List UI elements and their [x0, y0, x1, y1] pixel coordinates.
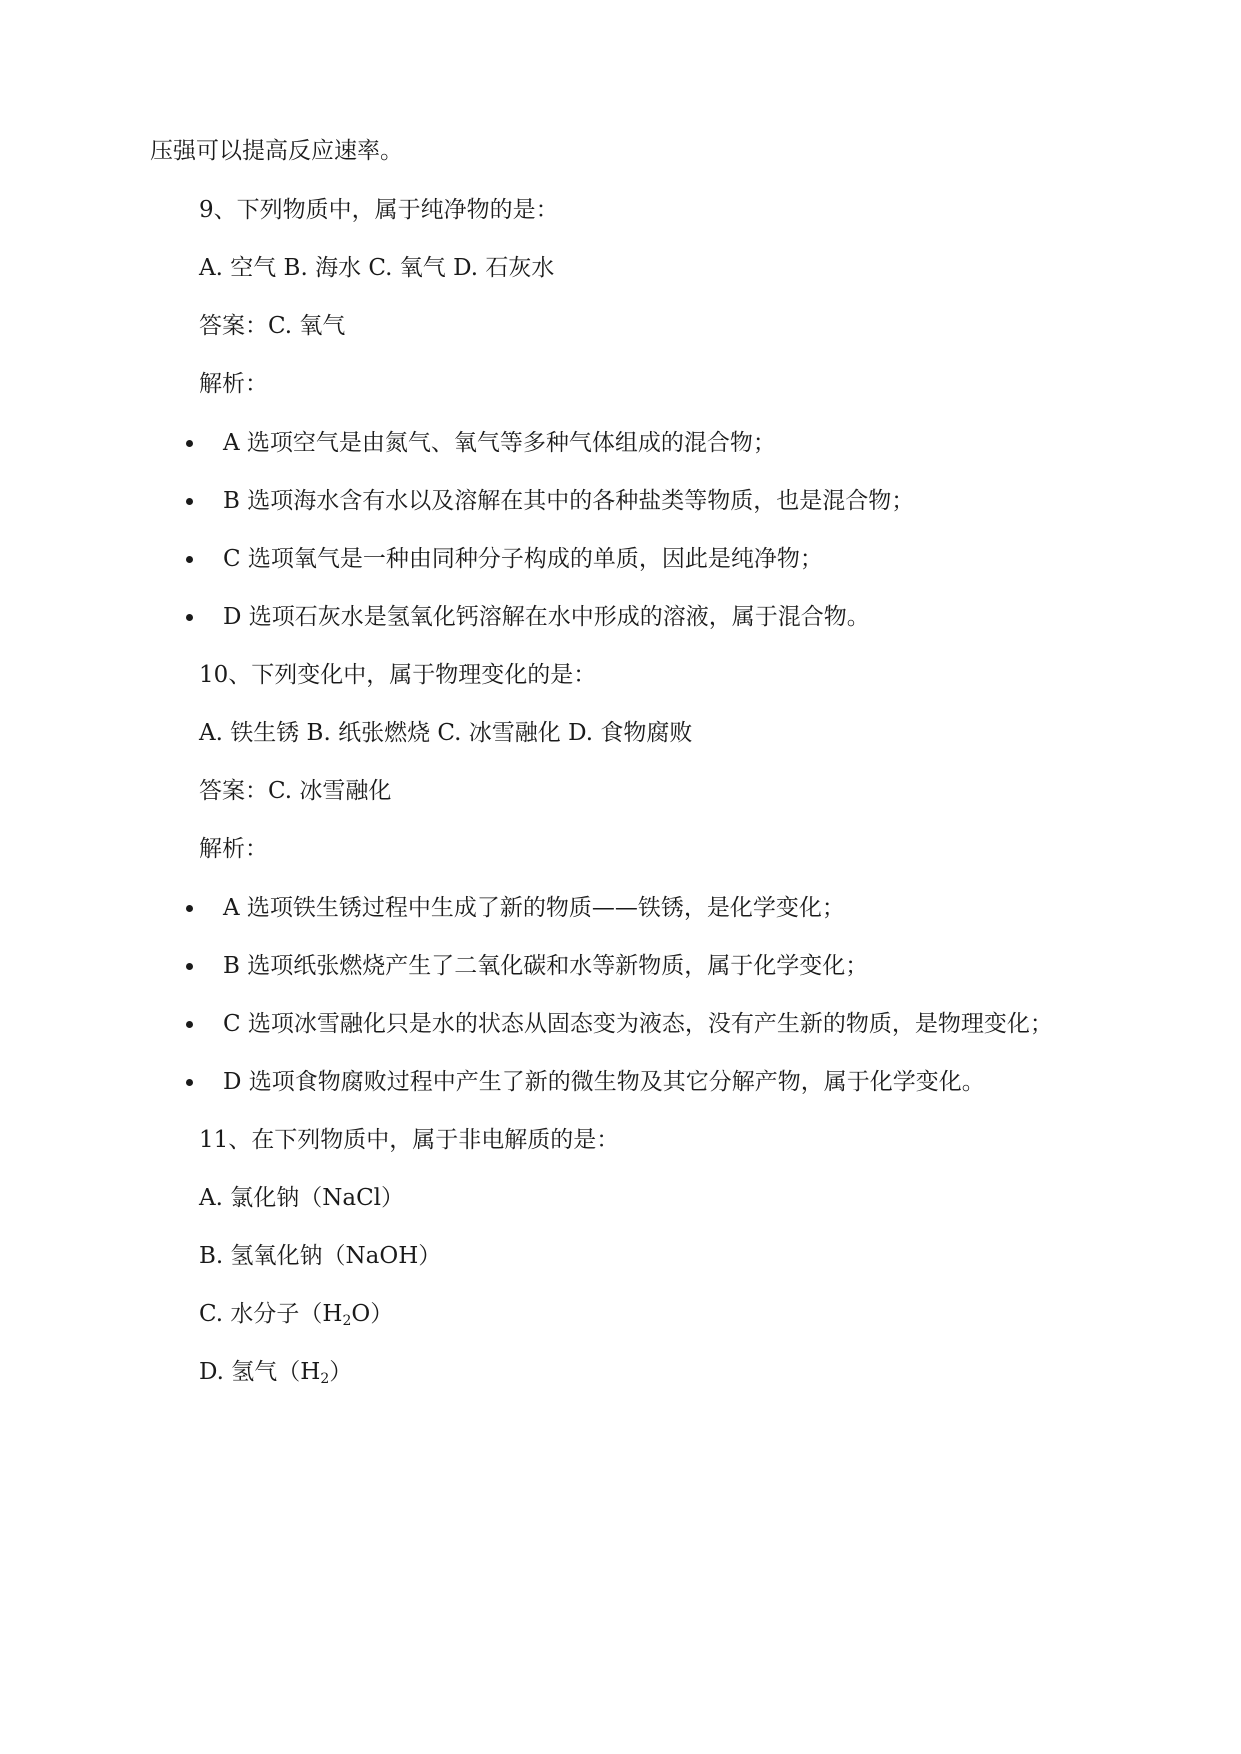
question-10-analysis-label: 解析：	[199, 836, 268, 862]
option-c-subscript: 2	[342, 1313, 352, 1329]
question-11-option-b: B. 氢氧化钠（NaOH）	[199, 1243, 442, 1269]
question-10-options: A. 铁生锈 B. 纸张燃烧 C. 冰雪融化 D. 食物腐败	[199, 720, 693, 746]
question-9-analysis-d: D 选项石灰水是氢氧化钙溶解在水中形成的溶液，属于混合物。	[223, 604, 870, 630]
bullet-icon	[186, 905, 193, 912]
question-11-option-c	[199, 1299, 393, 1329]
bullet-icon	[186, 556, 193, 563]
option-c-prefix: C. 水分子（H	[199, 1301, 343, 1327]
question-10-analysis-d: D 选项食物腐败过程中产生了新的微生物及其它分解产物，属于化学变化。	[223, 1069, 985, 1095]
option-d-subscript: 2	[320, 1371, 330, 1387]
question-9-analysis-label: 解析：	[199, 371, 268, 397]
bullet-icon	[186, 440, 193, 447]
question-10-stem: 10、下列变化中，属于物理变化的是：	[199, 662, 597, 688]
question-9-analysis-c: C 选项氧气是一种由同种分子构成的单质，因此是纯净物；	[223, 546, 823, 572]
question-9-analysis-a: A 选项空气是由氮气、氧气等多种气体组成的混合物；	[223, 430, 776, 456]
question-9-stem: 9、下列物质中，属于纯净物的是：	[199, 197, 559, 223]
question-10-analysis-b: B 选项纸张燃烧产生了二氧化碳和水等新物质，属于化学变化；	[223, 953, 869, 979]
bullet-icon	[186, 498, 193, 505]
question-11-option-a: A. 氯化钠（NaCl）	[199, 1185, 405, 1211]
bullet-icon	[186, 614, 193, 621]
question-11-stem: 11、在下列物质中，属于非电解质的是：	[199, 1127, 620, 1153]
continuation-text: 压强可以提高反应速率。	[150, 138, 403, 164]
bullet-icon	[186, 1021, 193, 1028]
bullet-icon	[186, 963, 193, 970]
bullet-icon	[186, 1079, 193, 1086]
question-10-analysis-a: A 选项铁生锈过程中生成了新的物质——铁锈，是化学变化；	[223, 895, 845, 921]
question-10-answer: 答案：C. 冰雪融化	[199, 778, 392, 804]
option-d-suffix: ）	[329, 1359, 353, 1385]
question-9-options: A. 空气 B. 海水 C. 氧气 D. 石灰水	[199, 255, 555, 281]
option-d-prefix: D. 氢气（H	[199, 1359, 321, 1385]
question-11-option-d	[199, 1357, 352, 1387]
option-c-suffix: O）	[351, 1301, 394, 1327]
question-10-analysis-c: C 选项冰雪融化只是水的状态从固态变为液态，没有产生新的物质，是物理变化；	[223, 1011, 1053, 1037]
question-9-analysis-b: B 选项海水含有水以及溶解在其中的各种盐类等物质，也是混合物；	[223, 488, 915, 514]
question-9-answer: 答案：C. 氧气	[199, 313, 346, 339]
